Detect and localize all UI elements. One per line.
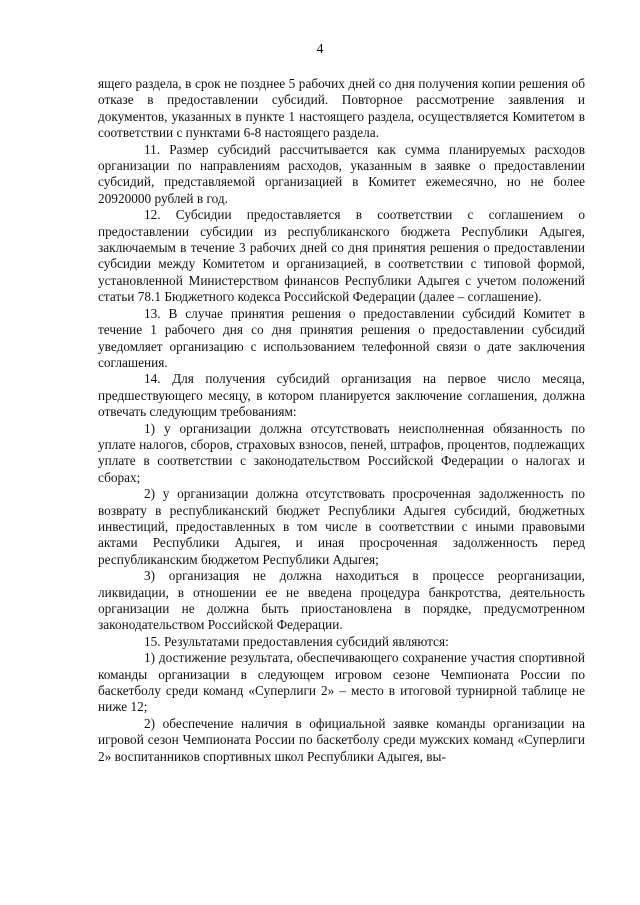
paragraph-14: 14. Для получения субсидий организация на первое число месяца, предшествующего месяцу, в котором планируется заключение соглашения, должна отвечать следующим требованиям:: [98, 371, 585, 420]
paragraph-15: 15. Результатами предоставления субсидий являются:: [144, 633, 449, 649]
paragraph-14-item-1: 1) у организации должна отсутствовать неисполненная обязанность по уплате налогов, сборов, страховых взносов, пеней, штрафов, процентов, подлежащих уплате в соответствии с законодательством Российской Федерации о налогах и сборах;: [98, 420, 585, 485]
paragraph-14-item-3: 3) организация не должна находиться в процессе реорганизации, ликвидации, в отношении ее не введена процедура банкротства, деятельность организации не должна быть приостановлена в порядке, предусмотренном законодательством Российской Федерации.: [98, 568, 585, 633]
paragraph-15-item-1: 1) достижение результата, обеспечивающего сохранение участия спортивной команды организации в следующем игровом сезоне Чемпионата России по баскетболу среди команд «Суперлиги 2» – место в итоговой турнирной таблице не ниже 12;: [98, 650, 585, 715]
paragraph-15-item-2: 2) обеспечение наличия в официальной заявке команды организации на игровой сезон Чемпионата России по баскетболу среди мужских команд «Суперлиги 2» воспитанников спортивных школ Республики Адыгея, вы-: [98, 715, 585, 764]
paragraph-continuation: ящего раздела, в срок не позднее 5 рабочих дней со дня получения копии решения об отказе в предоставлении субсидий. Повторное рассмотрение заявления и документов, указанных в пункте 1 настоящего раздела, осуществляется Комитетом в соответствии с пунктами 6-8 настоящего раздела.: [98, 76, 585, 141]
document-body: [98, 76, 585, 765]
page-number: 4: [316, 42, 324, 57]
paragraph-14-item-2: 2) у организации должна отсутствовать просроченная задолженность по возврату в республиканский бюджет Республики Адыгея субсидий, бюджетных инвестиций, предоставленных в том числе в соответствии с иными правовыми актами Республики Адыгея, и иная просроченная задолженность перед республиканским бюджетом Республики Адыгея;: [98, 486, 585, 567]
paragraph-13: 13. В случае принятия решения о предоставлении субсидий Комитет в течение 1 рабочего дня со дня принятия решения о предоставлении субсидий уведомляет организацию с использованием телефонной связи о дате заключения соглашения.: [98, 305, 585, 370]
paragraph-12: 12. Субсидии предоставляется в соответствии с соглашением о предоставлении субсидии из республиканского бюджета Республики Адыгея, заключаемым в течение 3 рабочих дней со дня принятия решения о предоставлении субсидии между Комитетом и организацией, в соответствии с типовой формой, установленной Министерством финансов Республики Адыгея с учетом положений статьи 78.1 Бюджетного кодекса Российской Федерации (далее – соглашение).: [98, 207, 585, 305]
paragraph-11: 11. Размер субсидий рассчитывается как сумма планируемых расходов организации по направлениям расходов, указанным в заявке о предоставлении субсидий, представляемой организацией в Комитет ежемесячно, но не более 20920000 рублей в год.: [98, 141, 585, 206]
